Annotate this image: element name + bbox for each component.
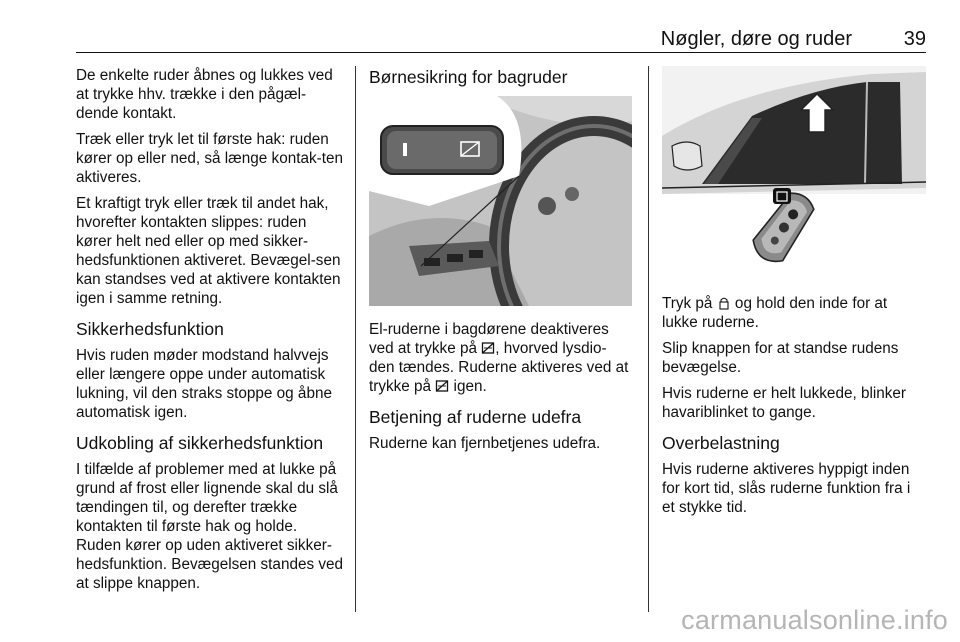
paragraph: Slip knappen for at standse rudens bevægelse. <box>662 340 899 376</box>
column-divider <box>648 66 649 612</box>
column-middle <box>369 66 632 460</box>
page-header <box>76 28 926 53</box>
door-switch-panel-illustration <box>369 96 632 306</box>
section-heading-child-lock: Børnesikring for bagruder <box>369 67 568 87</box>
paragraph: De enkelte ruder åbnes og lukkes ved at trykke hhv. trække i den pågæl-dende kontakt. <box>76 67 333 122</box>
key-lock-icon <box>717 296 731 310</box>
paragraph: Hvis ruderne aktiveres hyppigt inden for kort tid, slås ruderne funktion fra i et stykke tid. <box>662 461 911 516</box>
column-divider <box>355 66 356 612</box>
car-window-key-illustration <box>662 66 926 280</box>
paragraph: El-ruderne i bagdørene deaktiveres ved at trykke på , hvorved lysdio-den tændes. Ruderne aktiveres ved at trykke på igen. <box>369 321 629 395</box>
watermark: carmanualsonline.info <box>681 605 948 635</box>
section-heading-safety: Sikkerhedsfunktion <box>76 319 224 339</box>
paragraph: Tryk på og hold den inde for at lukke ruderne. <box>662 295 888 331</box>
child-lock-window-icon <box>481 341 495 355</box>
section-heading-overload: Overbelastning <box>662 433 780 453</box>
page-title: Nøgler, døre og ruder <box>660 28 852 50</box>
section-heading-disable-safety: Udkobling af sikkerhedsfunktion <box>76 433 324 453</box>
child-lock-window-icon <box>435 379 449 393</box>
paragraph: Træk eller tryk let til første hak: ruden kører op eller ned, så længe kontak-ten aktiveres. <box>76 131 343 186</box>
paragraph: Ruderne kan fjernbetjenes udefra. <box>369 435 601 452</box>
column-right <box>662 66 926 524</box>
section-heading-remote-operation: Betjening af ruderne udefra <box>369 407 582 427</box>
page-number: 39 <box>903 28 926 50</box>
paragraph: Hvis ruderne er helt lukkede, blinker havariblinket to gange. <box>662 385 907 421</box>
column-left <box>76 66 344 600</box>
paragraph: Hvis ruden møder modstand halvvejs eller længere oppe under automatisk lukning, vil den straks stoppe og åbne automatisk igen. <box>76 347 332 421</box>
paragraph: I tilfælde af problemer med at lukke på grund af frost eller lignende skal du slå tændingen til, og derefter trække kontakten til første hak og holde. Ruden kører op uden aktiveret sikker-hedsfunktion. Bevægelsen standes ved at slippe knappen. <box>76 461 344 592</box>
paragraph: Et kraftigt tryk eller træk til andet hak, hvorefter kontakten slippes: ruden kører helt ned eller op med sikker-hedsfunktionen aktiveret. Bevægel-sen kan standses ved at aktivere kontakten igen i samme retning. <box>76 195 341 307</box>
